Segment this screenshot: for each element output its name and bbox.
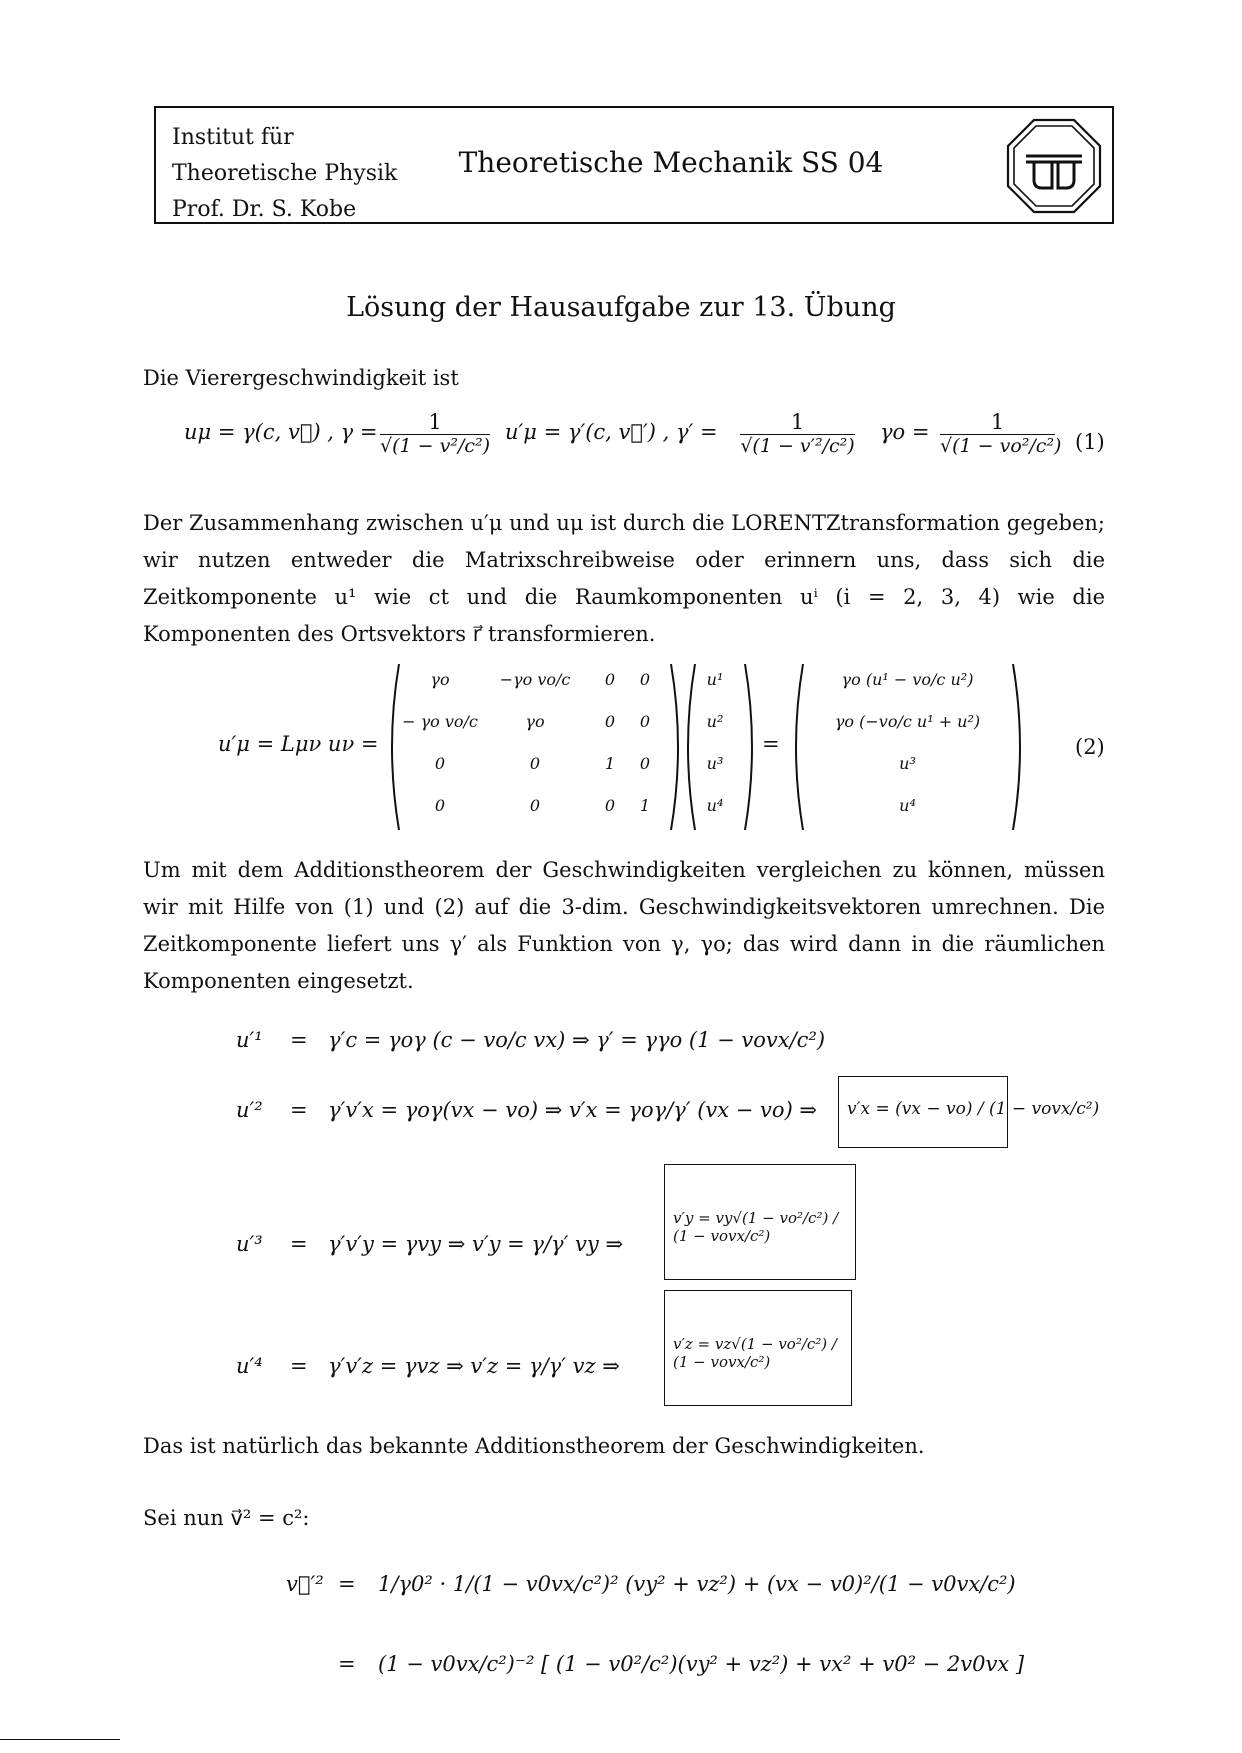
numerator: 1 <box>380 410 490 435</box>
boxed-formula: v′x = (vx − vo) / (1 − vovx/c²) <box>847 1099 1100 1119</box>
paragraph-text: Das ist natürlich das bekannte Additionstheorem der Geschwindigkeiten. <box>143 1434 925 1458</box>
matrix-cell: −γo vo/c <box>499 670 571 689</box>
matrix-cell: 0 <box>434 754 446 773</box>
row-rel: = <box>290 1354 308 1378</box>
vsq-line-2: (1 − v0vx/c²)⁻² [ (1 − v0²/c²)(vy² + vz²) + vx² + v0² − 2v0vx ] <box>378 1652 1025 1676</box>
institute-line: Institut für <box>172 125 294 150</box>
equation-2-lhs: u′μ = Lμν uν = <box>218 732 379 756</box>
paragraph-text: Um mit dem Additionstheorem der Geschwindigkeiten vergleichen zu können, müssen wir mit Hilfe von (1) und (2) auf die 3-dim. Geschwindigkeitsvektoren umrechnen. Die Zeitkomponente liefert uns γ′ als Funktion von γ, γo; das wird dann in die räumlichen Komponenten eingesetzt. <box>143 858 1105 993</box>
page-title: Lösung der Hausaufgabe zur 13. Übung <box>346 292 896 323</box>
header-box <box>154 106 1114 224</box>
matrix-cell: 0 <box>529 796 541 815</box>
row-rel: = <box>290 1028 308 1052</box>
vector-result <box>805 670 1010 830</box>
row-lhs: u′¹ <box>236 1028 263 1052</box>
boxed-result-vz <box>664 1290 852 1406</box>
vector-cell: γo (u¹ − vo/c u²) <box>841 670 974 689</box>
paragraph-text: Die Vierergeschwindigkeit ist <box>143 366 459 390</box>
vector-cell: u² <box>706 712 724 731</box>
vsq-rel: = <box>338 1572 356 1596</box>
vector-cell: u³ <box>899 754 916 773</box>
vector-cell: γo (−vo/c u¹ + u²) <box>834 712 981 731</box>
matrix-cell: 0 <box>434 796 446 815</box>
paragraph <box>143 360 1105 397</box>
institute-line: Prof. Dr. S. Kobe <box>172 197 357 222</box>
denominator: √(1 − v²/c²) <box>380 435 491 457</box>
numerator: 1 <box>940 410 1055 435</box>
vsq-lhs: v⃗′² <box>286 1572 324 1596</box>
vector-cell: u¹ <box>706 670 724 689</box>
matrix-cell: γo <box>430 670 450 689</box>
row-rel: = <box>290 1098 308 1122</box>
equation-1a: uμ = γ(c, v⃗) , γ = <box>184 420 378 444</box>
fraction <box>380 410 490 457</box>
equation-1c: γo = <box>880 420 930 444</box>
denominator: √(1 − v′²/c²) <box>740 435 855 457</box>
boxed-formula: v′z = vz√(1 − vo²/c²) / (1 − vovx/c²) <box>673 1335 837 1371</box>
row-rhs: γ′v′y = γvy ⇒ v′y = γ/γ′ vy ⇒ <box>328 1232 624 1256</box>
footer-rule <box>0 1739 120 1740</box>
equation-number: (2) <box>1075 735 1105 759</box>
vsq-rel: = <box>338 1652 356 1676</box>
paragraph <box>143 505 1105 653</box>
matrix-cell: 0 <box>604 796 616 815</box>
equation-number: (1) <box>1075 430 1105 454</box>
vector-cell: u⁴ <box>899 796 916 815</box>
paragraph <box>143 1428 1105 1465</box>
row-rhs: γ′v′z = γvz ⇒ v′z = γ/γ′ vz ⇒ <box>328 1354 620 1378</box>
numerator: 1 <box>740 410 855 435</box>
row-lhs: u′⁴ <box>236 1354 263 1378</box>
boxed-result-vx <box>838 1076 1100 1148</box>
equation-1b: u′μ = γ′(c, v⃗′) , γ′ = <box>505 420 718 444</box>
matrix-cell: 1 <box>639 796 651 815</box>
matrix-cell: − γo vo/c <box>402 712 478 731</box>
matrix-cell: 0 <box>604 670 616 689</box>
university-logo-icon <box>1006 118 1102 214</box>
matrix-cell: γo <box>525 712 545 731</box>
matrix-cell: 0 <box>639 754 651 773</box>
row-lhs: u′³ <box>236 1232 263 1256</box>
matrix-cell: 0 <box>639 670 651 689</box>
institute-block <box>172 120 397 228</box>
denominator: √(1 − vo²/c²) <box>940 435 1062 457</box>
vector-u <box>690 670 740 830</box>
row-rel: = <box>290 1232 308 1256</box>
vector-cell: u⁴ <box>706 796 724 815</box>
row-rhs: γ′c = γoγ (c − vo/c vx) ⇒ γ′ = γγo (1 − vovx/c²) <box>328 1028 826 1052</box>
matrix-L <box>400 670 670 830</box>
boxed-formula: v′y = vy√(1 − vo²/c²) / (1 − vovx/c²) <box>673 1209 839 1245</box>
paragraph <box>143 852 1105 1000</box>
row-lhs: u′² <box>236 1098 263 1122</box>
row-rhs: γ′v′x = γoγ(vx − vo) ⇒ v′x = γoγ/γ′ (vx − vo) ⇒ <box>328 1098 818 1122</box>
paragraph-text: Sei nun v⃗² = c²: <box>143 1506 310 1530</box>
institute-line: Theoretische Physik <box>172 161 398 186</box>
matrix-cell: 0 <box>604 712 616 731</box>
fraction <box>740 410 855 457</box>
boxed-result-vy <box>664 1164 856 1280</box>
paragraph <box>143 1500 1105 1537</box>
course-title: Theoretische Mechanik SS 04 <box>458 146 884 179</box>
paragraph-text: Der Zusammenhang zwischen u′μ und uμ ist durch die LORENTZtransformation gegeben; wir nutzen entweder die Matrixschreibweise oder erinnern uns, dass sich die Zeitkomponente u¹ wie ct und die Raumkomponenten uⁱ (i = 2, 3, 4) wie die Komponenten des Ortsvektors r⃗ transformieren. <box>143 511 1105 646</box>
vector-cell: u³ <box>706 754 724 773</box>
matrix-cell: 1 <box>604 754 616 773</box>
matrix-cell: 0 <box>639 712 651 731</box>
matrix-cell: 0 <box>529 754 541 773</box>
fraction <box>940 410 1062 457</box>
vsq-line-1: 1/γ0² · 1/(1 − v0vx/c²)² (vy² + vz²) + (vx − v0)²/(1 − v0vx/c²) <box>378 1572 1016 1596</box>
equals-sign: = <box>762 732 780 756</box>
